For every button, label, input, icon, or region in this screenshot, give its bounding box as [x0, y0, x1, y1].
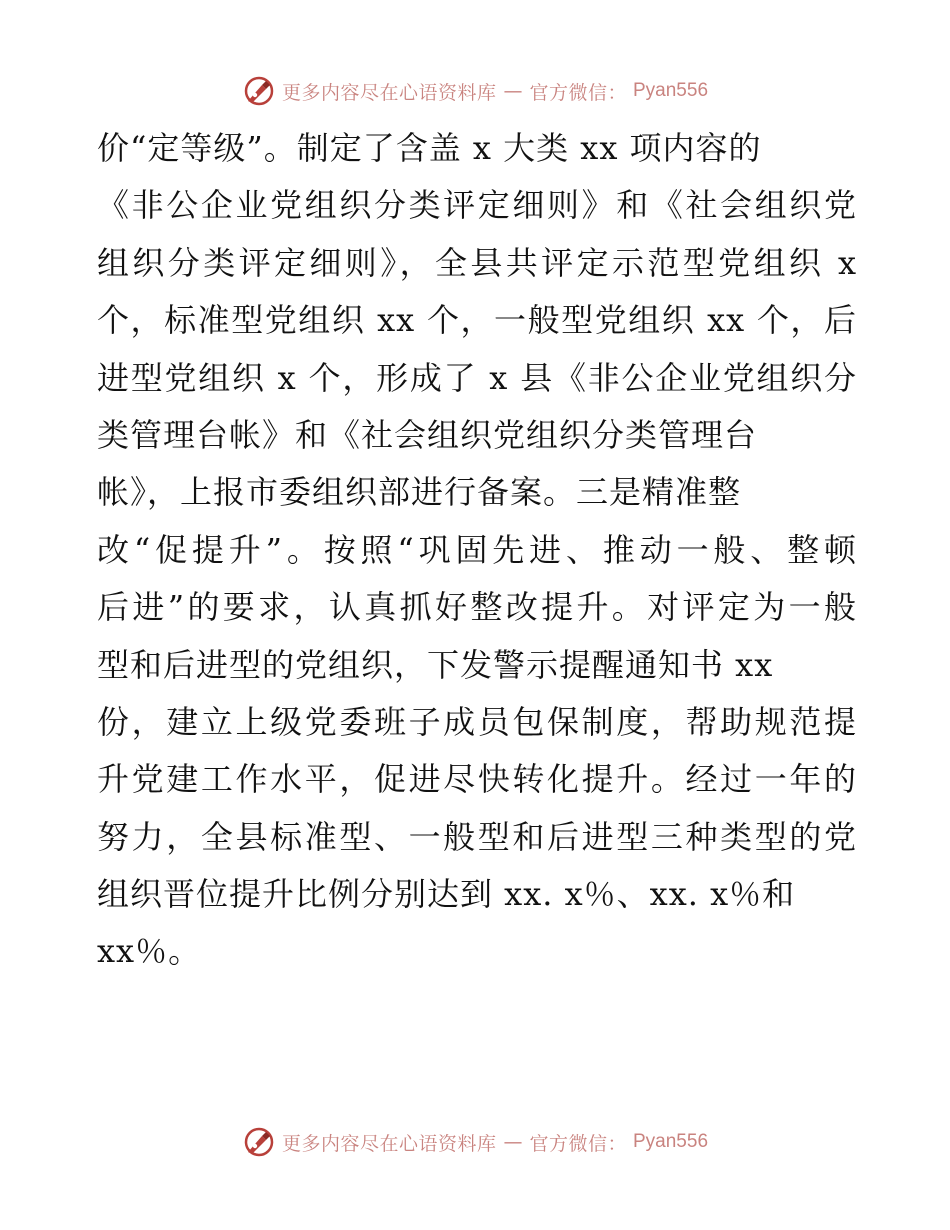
body-line: 《非公企业党组织分类评定细则》和《社会组织党	[97, 186, 857, 225]
watermark-handle: Pyan556	[633, 1131, 709, 1152]
body-line: 类管理台帐》和《社会组织党组织分类管理台	[97, 415, 758, 454]
body-line: 价“定等级”。制定了含盖 x 大类 xx 项内容的	[97, 129, 762, 167]
pen-logo-icon	[242, 1125, 276, 1159]
body-line: 型和后进型的党组织，下发警示提醒通知书 xx	[97, 645, 774, 684]
footer-watermark	[0, 1125, 950, 1159]
body-line: 后进”的要求，认真抓好整改提升。对评定为一般	[97, 588, 857, 627]
body-line: 帐》，上报市委组织部进行备案。三是精准整	[97, 473, 742, 512]
watermark-handle: Pyan556	[633, 80, 709, 101]
document-body	[97, 120, 857, 981]
watermark-separator: —	[503, 1131, 523, 1153]
body-line: 个，标准型党组织 xx 个，一般型党组织 xx 个，后	[97, 301, 857, 340]
body-line: 改“促提升”。按照“巩固先进、推动一般、整顿	[97, 530, 857, 569]
watermark-text: 更多内容尽在心语资料库	[281, 81, 497, 104]
body-line: 努力，全县标准型、一般型和后进型三种类型的党	[97, 817, 857, 856]
body-line: 组织晋位提升比例分别达到 xx. x％、xx. x％和	[97, 875, 796, 914]
body-line: 进型党组织 x 个，形成了 x 县《非公企业党组织分	[97, 358, 857, 397]
body-line: 组织分类评定细则》，全县共评定示范型党组织 x	[97, 243, 857, 282]
watermark-label: 官方微信：	[529, 1132, 627, 1155]
header-watermark	[0, 74, 950, 108]
body-line: xx％。	[97, 932, 202, 971]
watermark-label: 官方微信：	[529, 81, 627, 104]
pen-logo-icon	[242, 74, 276, 108]
body-line: 份，建立上级党委班子成员包保制度，帮助规范提	[97, 702, 857, 741]
watermark-text: 更多内容尽在心语资料库	[281, 1132, 497, 1155]
body-line: 升党建工作水平，促进尽快转化提升。经过一年的	[97, 760, 857, 799]
watermark-separator: —	[503, 80, 523, 102]
